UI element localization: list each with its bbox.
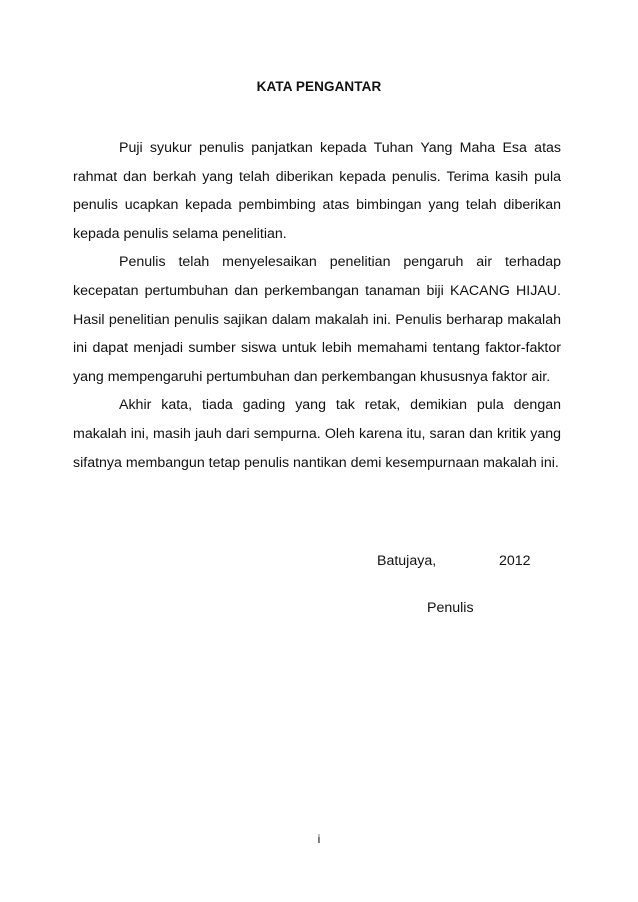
paragraph-1: Puji syukur penulis panjatkan kepada Tuhan Yang Maha Esa atas rahmat dan berkah yang telah diberikan kepada penulis. Terima kasih pula penulis ucapkan kepada pembimbing atas bimbingan yang telah diberikan kepada penulis selama penelitian. — [73, 140, 561, 242]
paragraph-3: Akhir kata, tiada gading yang tak retak, demikian pula dengan makalah ini, masih jauh dari sempurna. Oleh karena itu, saran dan kritik yang sifatnya membangun tetap penulis nantikan demi kesempurnaan makalah ini. — [73, 397, 561, 471]
page-number: i — [317, 832, 321, 846]
body-text — [73, 134, 561, 477]
place-date-line — [377, 553, 531, 569]
place-text: Batujaya, — [377, 553, 437, 569]
page-title: KATA PENGANTAR — [256, 79, 382, 94]
paragraph-2: Penulis telah menyelesaikan penelitian pengaruh air terhadap kecepatan pertumbuhan dan perkembangan tanaman biji KACANG HIJAU. Hasil penelitian penulis sajikan dalam makalah ini. Penulis berharap makalah ini dapat menjadi sumber siswa untuk lebih memahami tentang faktor-faktor yang mempengaruhi pertumbuhan dan perkembangan khususnya faktor air. — [73, 254, 561, 385]
year-text: 2012 — [499, 553, 531, 569]
signer-text: Penulis — [427, 600, 474, 616]
